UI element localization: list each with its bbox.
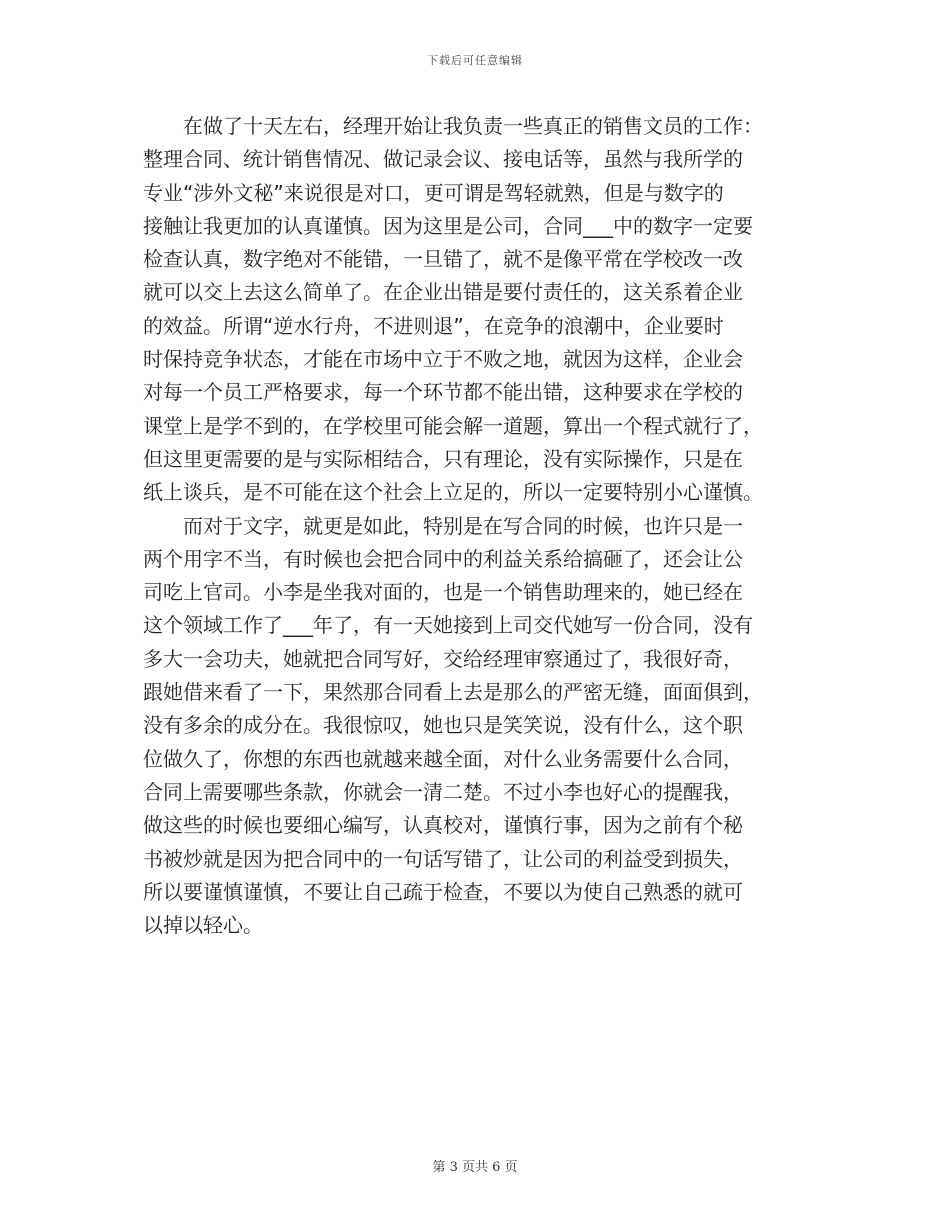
paragraph-line: 但这里更需要的是与实际相结合，只有理论，没有实际操作，只是在 [143,446,743,471]
paragraph-line: 以掉以轻心。 [143,913,263,938]
paragraph-line: 两个用字不当，有时候也会把合同中的利益关系给搞砸了，还会让公 [143,546,743,571]
paragraph-line: 就可以交上去这么简单了。在企业出错是要付责任的，这关系着企业 [143,280,743,305]
paragraph-line: 跟她借来看了一下，果然那合同看上去是那么的严密无缝，面面俱到， [143,680,763,705]
page-number: 第 3 页共 6 页 [432,1160,518,1175]
paragraph-line: 合同上需要哪些条款，你就会一清二楚。不过小李也好心的提醒我， [143,779,743,804]
paragraph-line: 位做久了，你想的东西也就越来越全面，对什么业务需要什么合同， [143,746,743,771]
paragraph-line: 对每一个员工严格要求，每一个环节都不能出错，这种要求在学校的 [143,380,743,405]
paragraph-line: 的效益。所谓“逆水行舟，不进则退”，在竞争的浪潮中，企业要时 [143,313,724,338]
paragraph-2 [143,510,803,943]
paragraph-line: 所以要谨慎谨慎，不要让自己疏于检查，不要以为使自己熟悉的就可 [143,879,743,904]
page-header: 下载后可任意编辑 [427,54,523,67]
paragraph-line: 书被炒就是因为把合同中的一句话写错了，让公司的利益受到损失， [143,846,743,871]
paragraph-line: 专业“涉外文秘”来说很是对口，更可谓是驾轻就熟，但是与数字的 [143,180,724,205]
paragraph-line: 在做了十天左右，经理开始让我负责一些真正的销售文员的工作： [183,114,763,138]
paragraph-line: 课堂上是学不到的，在学校里可能会解一道题，算出一个程式就行了， [143,413,763,438]
paragraph-1 [143,110,803,510]
paragraph-line: 时保持竞争状态，才能在市场中立于不败之地，就因为这样，企业会 [143,347,743,372]
paragraph-line: 没有多余的成分在。我很惊叹，她也只是笑笑说，没有什么，这个职 [143,713,743,738]
paragraph-line: 纸上谈兵，是不可能在这个社会上立足的，所以一定要特别小心谨慎。 [143,480,763,505]
paragraph-line: 司吃上官司。小李是坐我对面的，也是一个销售助理来的，她已经在 [143,580,743,605]
paragraph-line: 整理合同、统计销售情况、做记录会议、接电话等，虽然与我所学的 [143,147,743,172]
paragraph-line: 而对于文字，就更是如此，特别是在写合同的时候，也许只是一 [183,513,743,538]
paragraph-line: 多大一会功夫，她就把合同写好，交给经理审察通过了，我很好奇， [143,646,743,671]
document-body [143,110,803,942]
paragraph-line: 接触让我更加的认真谨慎。因为这里是公司，合同___中的数字一定要 [143,213,753,238]
paragraph-line: 这个领域工作了___年了，有一天她接到上司交代她写一份合同，没有 [143,613,753,638]
paragraph-line: 检查认真，数字绝对不能错，一旦错了，就不是像平常在学校改一改 [143,247,743,272]
paragraph-line: 做这些的时候也要细心编写，认真校对，谨慎行事，因为之前有个秘 [143,813,743,838]
